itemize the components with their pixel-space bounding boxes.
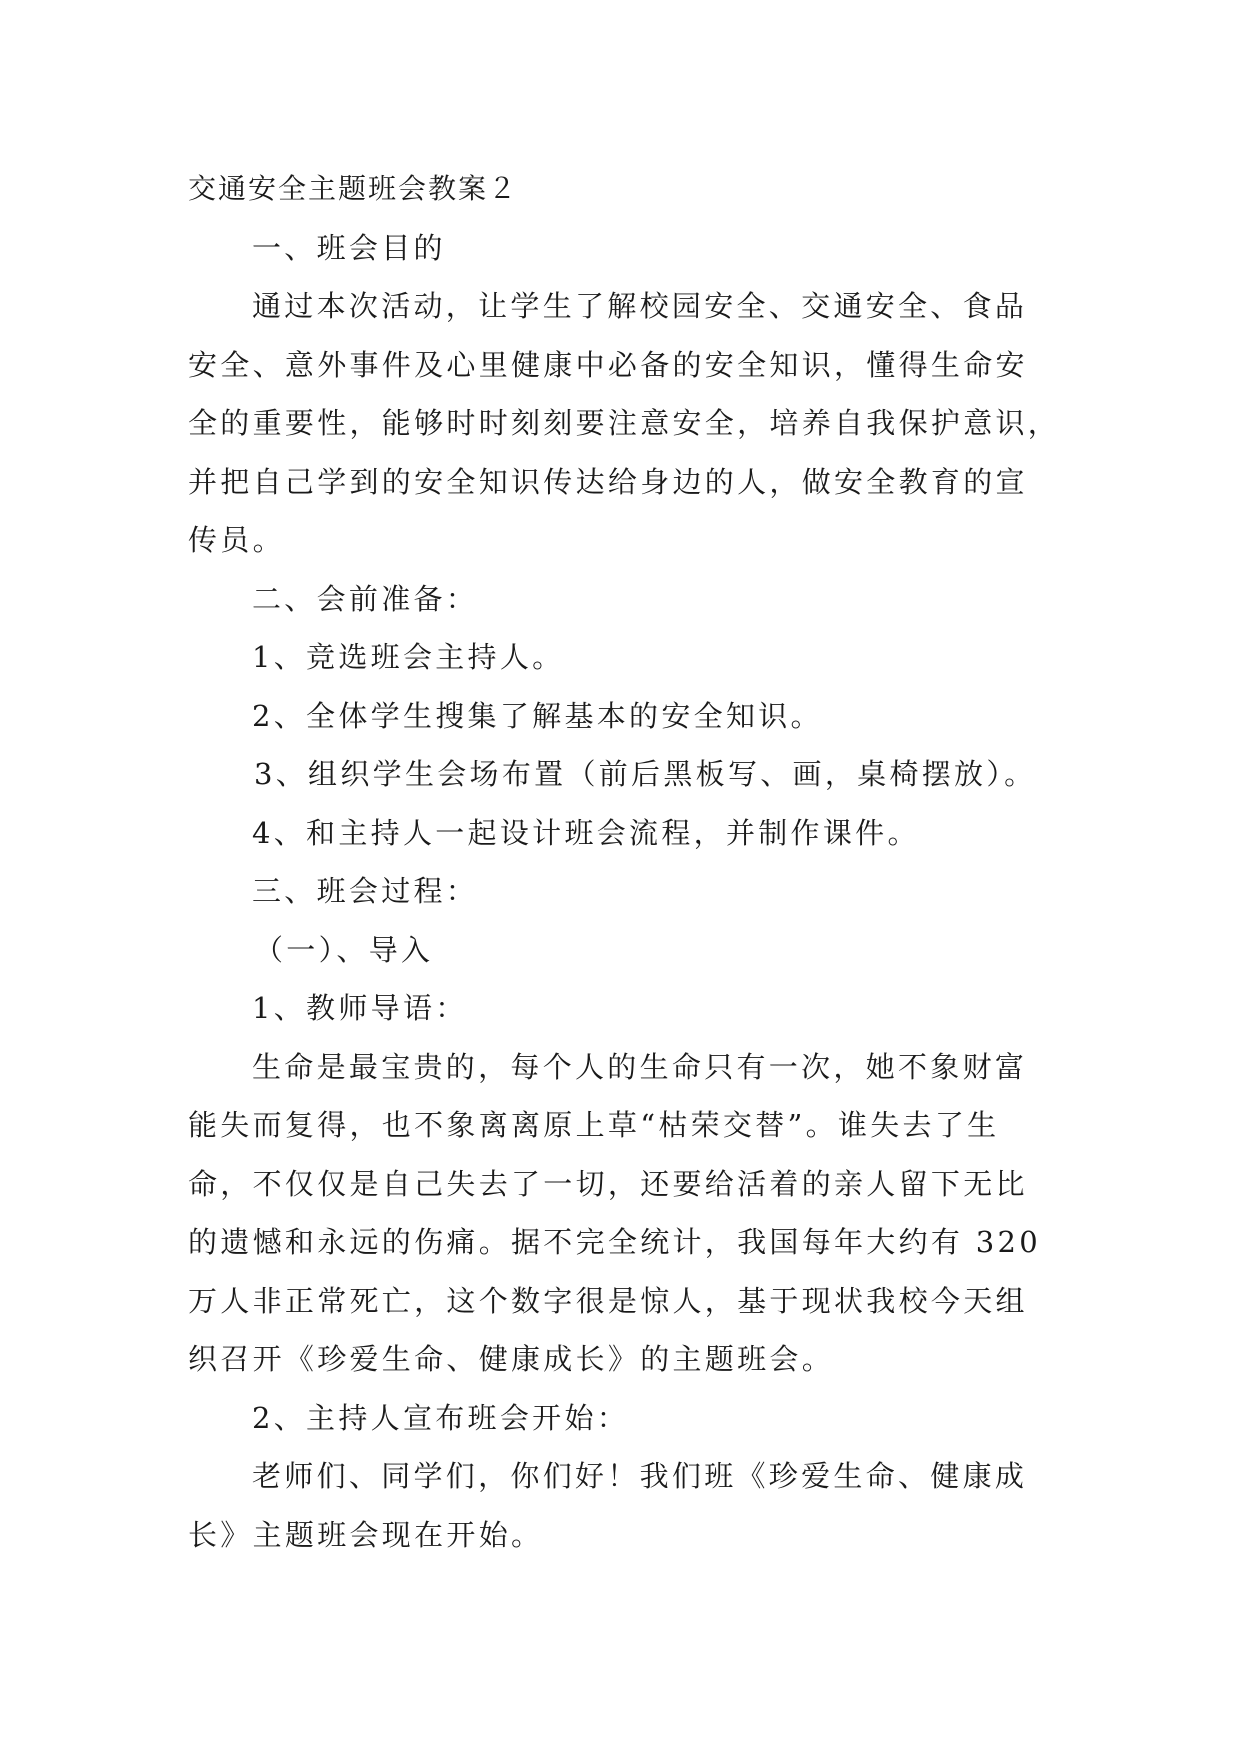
- list-item: 2、主持人宣布班会开始：: [252, 1400, 630, 1435]
- paragraph-line: 安全、意外事件及心里健康中必备的安全知识，懂得生命安: [188, 347, 1028, 382]
- paragraph-line: 并把自己学到的安全知识传达给身边的人，做安全教育的宣: [188, 464, 1028, 499]
- paragraph-line: 传员。: [188, 523, 285, 557]
- document-title: 交通安全主题班会教案２: [188, 172, 519, 205]
- paragraph-line: 命，不仅仅是自己失去了一切，还要给活着的亲人留下无比: [188, 1166, 1028, 1201]
- paragraph-line: 全的重要性，能够时时刻刻要注意安全，培养自我保护意识，: [188, 406, 1061, 440]
- subheading-introduction: （一）、导入: [254, 932, 434, 967]
- list-item: 4、和主持人一起设计班会流程，并制作课件。: [252, 815, 920, 850]
- paragraph-line: 织召开《珍爱生命、健康成长》的主题班会。: [188, 1342, 835, 1376]
- document-body: [188, 160, 1061, 1564]
- heading-process: 三、班会过程：: [252, 874, 479, 908]
- heading-objective: 一、班会目的: [252, 230, 446, 265]
- paragraph-line: 万人非正常死亡，这个数字很是惊人，基于现状我校今天组: [188, 1283, 1028, 1318]
- paragraph-line: 长》主题班会现在开始。: [188, 1517, 544, 1552]
- list-item: 1、教师导语：: [252, 991, 468, 1025]
- paragraph-line: 能失而复得，也不象离离原上草“枯荣交替”。谁失去了生: [188, 1108, 1000, 1142]
- list-item: 1、竞选班会主持人。: [252, 640, 565, 674]
- list-item: 3、组织学生会场布置（前后黑板写、画，桌椅摆放）。: [254, 757, 1037, 791]
- paragraph-line: 老师们、同学们，你们好！我们班《珍爱生命、健康成: [252, 1459, 1028, 1493]
- heading-preparation: 二、会前准备：: [252, 581, 479, 616]
- paragraph-line: 通过本次活动，让学生了解校园安全、交通安全、食品: [252, 289, 1028, 323]
- paragraph-line: 的遗憾和永远的伤痛。据不完全统计，我国每年大约有 320: [188, 1225, 1041, 1259]
- paragraph-line: 生命是最宝贵的，每个人的生命只有一次，她不象财富: [252, 1049, 1028, 1084]
- list-item: 2、全体学生搜集了解基本的安全知识。: [252, 698, 823, 733]
